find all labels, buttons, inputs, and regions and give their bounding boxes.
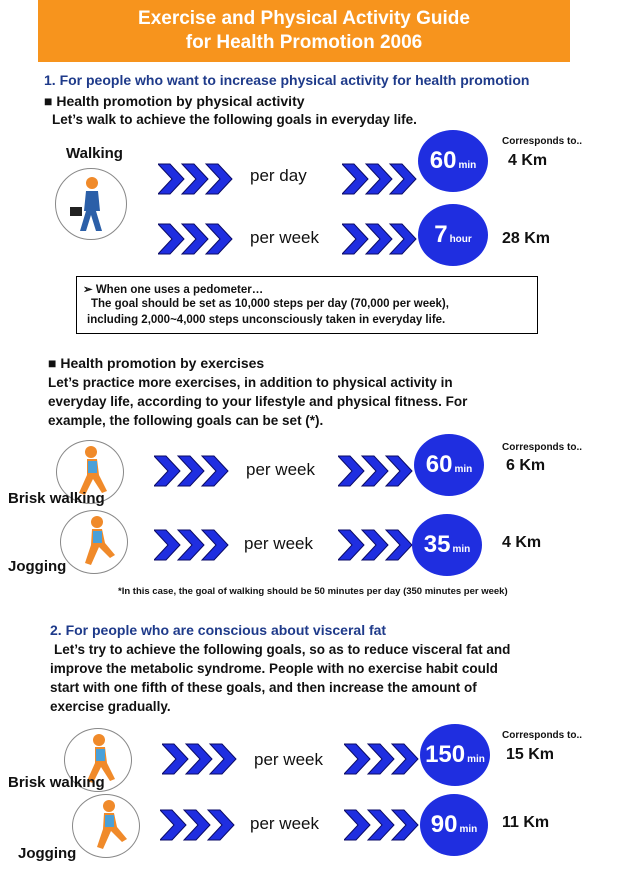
runner-icon	[72, 794, 140, 858]
chevron-arrows-icon	[344, 742, 424, 776]
pedometer-line-1: ➢ When one uses a pedometer…	[83, 284, 264, 296]
distance: 11 Km	[502, 814, 550, 831]
corresponds-label: Corresponds to..	[502, 136, 583, 147]
period-per-week: per week	[246, 460, 315, 479]
title-line-1: Exercise and Physical Activity Guide	[138, 8, 470, 29]
chevron-arrows-icon	[154, 528, 234, 562]
goal-circle: 35 min	[412, 514, 482, 576]
distance: 15 Km	[506, 746, 555, 763]
title-line-2: for Health Promotion 2006	[185, 32, 423, 53]
distance: 6 Km	[506, 457, 546, 474]
chevron-arrows-icon	[162, 742, 242, 776]
distance: 4 Km	[502, 534, 542, 551]
jogging-label: Jogging	[8, 558, 67, 575]
goal-circle: 90 min	[420, 794, 488, 856]
exercise-line-1: Let’s practice more exercises, in addition to physical activity in	[48, 375, 453, 390]
period-per-week: per week	[250, 814, 319, 833]
section1-intro: Let’s walk to achieve the following goals in everyday life.	[52, 112, 417, 127]
period-per-week: per week	[250, 228, 319, 247]
section2-line-3: start with one fifth of these goals, and then increase the amount of	[50, 680, 477, 695]
goal-circle: 60 min	[418, 130, 488, 192]
period-per-day: per day	[250, 166, 307, 185]
chevron-arrows-icon	[158, 162, 238, 196]
chevron-arrows-icon	[154, 454, 234, 488]
exercise-line-2: everyday life, according to your lifestyle and physical fitness. For	[48, 394, 468, 409]
chevron-arrows-icon	[342, 222, 422, 256]
walking-label: Walking	[66, 145, 123, 162]
chevron-arrows-icon	[344, 808, 424, 842]
walking-man-icon	[55, 168, 127, 240]
jogging-label: Jogging	[18, 845, 77, 862]
period-per-week: per week	[244, 534, 313, 553]
runner-icon	[60, 510, 128, 574]
chevron-arrows-icon	[160, 808, 240, 842]
corresponds-label: Corresponds to..	[502, 442, 583, 453]
section2-line-4: exercise gradually.	[50, 699, 171, 714]
pedometer-note-box	[76, 276, 538, 334]
pedometer-line-3: including 2,000~4,000 steps unconsciously taken in everyday life.	[87, 314, 446, 326]
section1-sub1: ■ Health promotion by physical activity	[44, 93, 305, 109]
period-per-week: per week	[254, 750, 323, 769]
chevron-arrows-icon	[158, 222, 238, 256]
title-banner	[38, 0, 570, 62]
pedometer-line-2: The goal should be set as 10,000 steps per day (70,000 per week),	[91, 298, 449, 310]
section2-line-1: Let’s try to achieve the following goals, so as to reduce visceral fat and	[54, 642, 511, 657]
chevron-arrows-icon	[338, 528, 418, 562]
goal-circle: 60 min	[414, 434, 484, 496]
goal-circle: 150 min	[420, 724, 490, 786]
section2-line-2: improve the metabolic syndrome. People with no exercise habit could	[50, 661, 498, 676]
goal-circle: 7 hour	[418, 204, 488, 266]
brisk-walking-label: Brisk walking	[8, 490, 105, 507]
section1-heading: 1. For people who want to increase physical activity for health promotion	[44, 72, 530, 88]
corresponds-label: Corresponds to..	[502, 730, 583, 741]
footnote: *In this case, the goal of walking should be 50 minutes per day (350 minutes per week)	[118, 586, 508, 597]
distance: 4 Km	[508, 152, 548, 169]
section1-sub2: ■ Health promotion by exercises	[48, 355, 265, 371]
section2-heading: 2. For people who are conscious about visceral fat	[50, 622, 387, 638]
chevron-arrows-icon	[338, 454, 418, 488]
chevron-arrows-icon	[342, 162, 422, 196]
brisk-walking-label: Brisk walking	[8, 774, 105, 791]
distance: 28 Km	[502, 230, 551, 247]
exercise-line-3: example, the following goals can be set (*).	[48, 413, 324, 428]
